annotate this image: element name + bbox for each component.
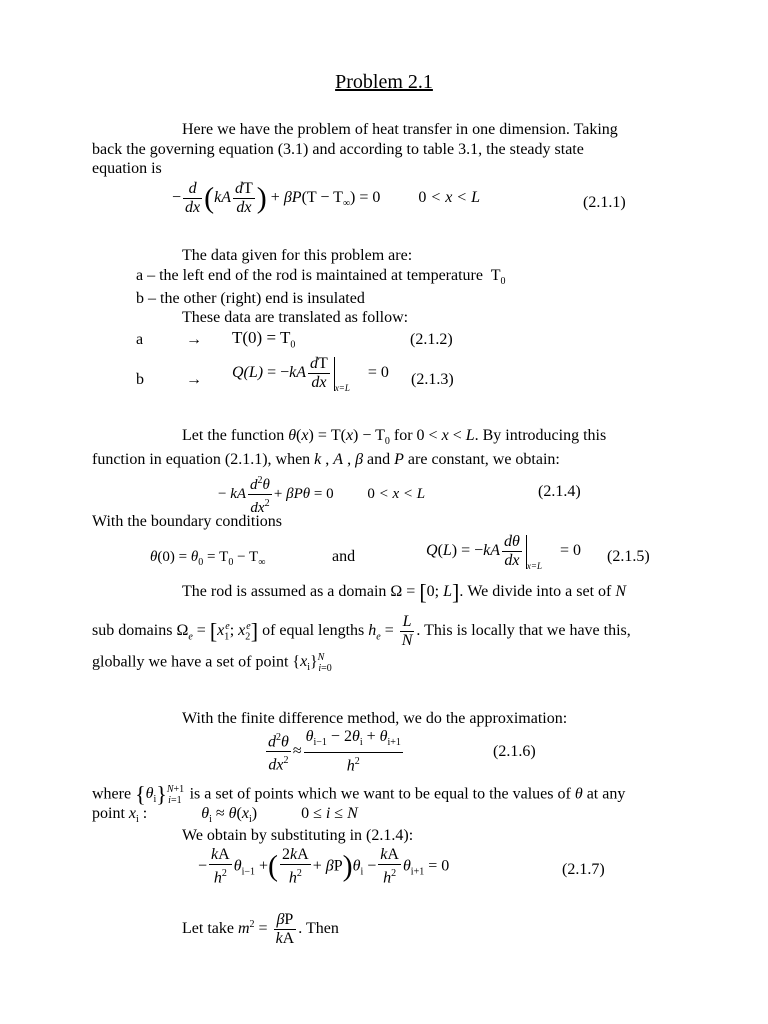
- point-line: point $x_i$ : $\theta_i \approx \theta(x_i) 0 \le i \le N$: [92, 805, 358, 826]
- equation-2-1-6: $\frac{d^2\theta}{dx^2}$ ≈ $\frac{\theta_{i-1} - 2\theta_i + \theta_{i+1}}{h^2}$: [268, 728, 401, 775]
- arrow-b-icon: →: [186, 371, 202, 388]
- equation-2-1-1: − $\frac{d}{dx}$ (kA $\frac{dT}{dx}$ ) + $\beta P(T - T_\infty) = 0$ 0 < x < L: [172, 180, 480, 216]
- where-text-3: at any: [586, 785, 626, 803]
- subdomains-line: sub domains $\Omega_e = [x_1^e$; $x_2^e$] of equal lengths $h_e$ = $\frac{L}{N}$ . This is locally that we have this,: [92, 613, 631, 649]
- bc-flux: Q(L) = −kA $\frac{d\theta}{dx}$ $_{x=L}$ = 0: [426, 533, 582, 572]
- where-text-1: where: [92, 785, 132, 803]
- equation-number-2-1-7: (2.1.7): [562, 861, 605, 878]
- equation-number-2-1-4: (2.1.4): [538, 483, 581, 500]
- point-text: point: [92, 805, 125, 822]
- let-take-text: Let take: [182, 920, 234, 938]
- equation-2-1-7: − $\frac{kA}{h^2}$ $\theta_{i-1}$ +( $\frac{2kA}{h^2}$ + $\beta P)\theta_i$ − $\frac{kA}{h^2}$ $\theta_{i+1} = 0$: [198, 846, 450, 887]
- equation-number-2-1-3: (2.1.3): [411, 371, 454, 388]
- data-b: b – the other (right) end is insulated: [136, 290, 365, 307]
- then-text: . Then: [298, 920, 339, 938]
- equation-number-2-1-6: (2.1.6): [493, 743, 536, 760]
- equation-2-1-2: $T(0) = T_0$: [232, 328, 296, 351]
- data-a-text: a – the left end of the rod is maintained at temperature: [136, 267, 483, 284]
- intro-line-1: Here we have the problem of heat transfer in one dimension. Taking: [182, 121, 618, 138]
- subdomains-text-3: . This is locally that we have this,: [416, 622, 631, 640]
- subdomains-text-1: sub domains: [92, 622, 173, 640]
- data-a: a – the left end of the rod is maintained at temperature $T_0$: [136, 267, 506, 288]
- arrow-a-icon: →: [186, 331, 202, 348]
- obtain-sub-text: We obtain by substituting in (2.1.4):: [182, 827, 414, 844]
- equation-2-1-3: Q(L) = −kA $\frac{dT}{dx}$ $_{x=L}$ = 0: [232, 355, 389, 394]
- function-in-eq-line: function in equation (2.1.1), when k , A , β and P are constant, we obtain:: [92, 451, 560, 468]
- let-function-text-2: for: [393, 427, 413, 444]
- let-function-line: Let the function $\theta(x) = T(x) - T_0$ for 0 < x < L. By introducing this: [182, 427, 607, 448]
- equation-number-2-1-1: (2.1.1): [583, 194, 626, 211]
- label-b: b: [136, 371, 144, 388]
- subdomains-text-2: of equal lengths: [262, 622, 365, 640]
- with-bc-text: With the boundary conditions: [92, 513, 282, 530]
- equation-2-1-4: − kA $\frac{d^2\theta}{dx^2}$ + βPθ = 0 0 < x < L: [218, 472, 425, 517]
- where-text-2: is a set of points which we want to be equal to the values of: [189, 785, 571, 803]
- and-word: and: [332, 548, 356, 565]
- where-line: where $\{\theta_i\}^{N+1}_{i=1}$ is a set of points which we want to be equal to the values of θ at any: [92, 781, 626, 807]
- globally-text: globally we have a set of point: [92, 653, 289, 671]
- rod-domain-text-2: . We divide into a set of: [459, 583, 612, 600]
- page-title: Problem 2.1: [335, 71, 433, 93]
- globally-line: globally we have a set of point $\{x_i\}^N_{i=0}$: [92, 652, 332, 674]
- rod-domain-text-1: The rod is assumed as a domain: [182, 583, 387, 600]
- rod-domain-line: The rod is assumed as a domain Ω = [0; L]. We divide into a set of N: [182, 579, 627, 605]
- equation-number-2-1-5: (2.1.5): [607, 548, 650, 565]
- data-intro: The data given for this problem are:: [182, 247, 413, 264]
- function-in-eq-text-1: function in equation (2.1.1), when: [92, 451, 311, 468]
- let-function-text-1: Let the function: [182, 427, 285, 444]
- let-function-text-3: . By introducing this: [474, 427, 607, 444]
- intro-line-2: back the governing equation (3.1) and according to table 3.1, the steady state: [92, 141, 584, 158]
- equation-number-2-1-2: (2.1.2): [410, 331, 453, 348]
- function-in-eq-text-3: are constant, we obtain:: [407, 451, 560, 468]
- fdm-text: With the finite difference method, we do the approximation:: [182, 710, 568, 727]
- function-in-eq-text-2: and: [367, 451, 391, 468]
- intro-line-3: equation is: [92, 160, 162, 177]
- label-a: a: [136, 331, 144, 348]
- bc-theta: $\theta(0) = \theta_0 = T_0 - T_\infty$: [150, 549, 266, 568]
- translated-text: These data are translated as follow:: [182, 309, 409, 326]
- let-take-line: Let take $m^2$ = $\frac{\beta P}{kA}$ . Then: [182, 911, 339, 947]
